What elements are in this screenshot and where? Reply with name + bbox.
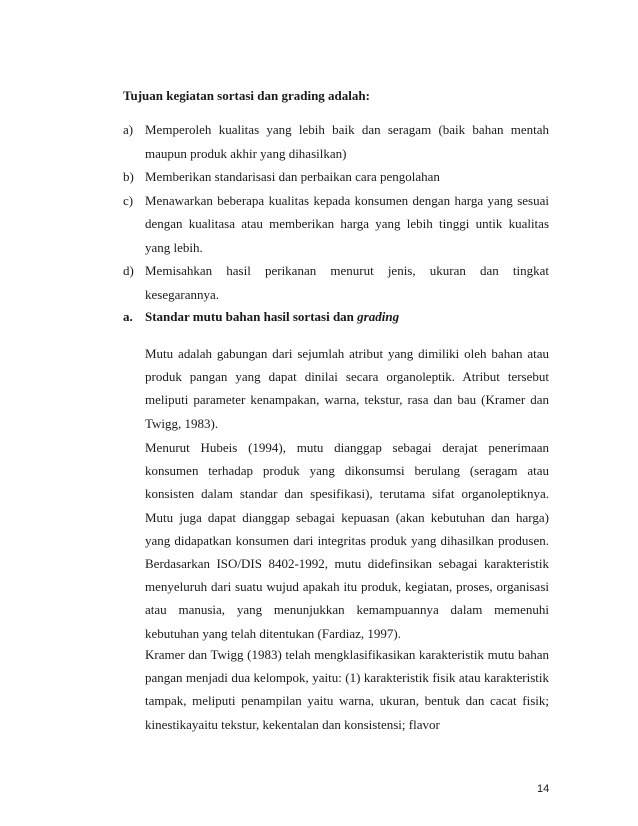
list-item [123, 118, 549, 165]
body-paragraph: Menurut Hubeis (1994), mutu dianggap sebagai derajat penerimaan konsumen terhadap produk yang dikonsumsi berulang (seragam atau konsisten dalam standar dan spesifikasi), terutama sifat organoleptiknya. Mutu juga dapat dianggap sebagai kepuasan (akan kebutuhan dan harga) yang didapatkan konsumen dari integritas produk yang dihasilkan produsen. Berdasarkan ISO/DIS 8402-1992, mutu didefinsikan sebagai karakteristik menyeluruh dari suatu wujud apakah itu produk, kegiatan, proses, organisasi atau manusia, yang menunjukkan kemampuannya dalam memenuhi kebutuhan yang telah ditentukan (Fardiaz, 1997). [145, 440, 549, 641]
list-marker: a) [123, 122, 134, 137]
list-item [123, 259, 549, 306]
list-marker: d) [123, 263, 134, 278]
list-item-text: Memberikan standarisasi dan perbaikan cara pengolahan [145, 169, 440, 184]
section-number: a. [123, 309, 133, 324]
section-title: Standar mutu bahan hasil sortasi dan [145, 309, 358, 324]
body-paragraph: Mutu adalah gabungan dari sejumlah atribut yang dimiliki oleh bahan atau produk pangan yang dapat dinilai secara organoleptik. Atribut tersebut meliputi parameter kenampakan, warna, tekstur, rasa dan bau (Kramer dan Twigg, 1983). [145, 346, 549, 431]
list-item-text: Memisahkan hasil perikanan menurut jenis, ukuran dan tingkat kesegarannya. [145, 263, 549, 302]
body-paragraph: Kramer dan Twigg (1983) telah mengklasifikasikan karakteristik mutu bahan pangan menjadi dua kelompok, yaitu: (1) karakteristik fisik atau karakteristik tampak, meliputi penampilan yaitu warna, ukuran, bentuk dan cacat fisik; kinestikayaitu tekstur, kekentalan dan konsistensi; flavor [145, 647, 549, 732]
section-heading [123, 309, 399, 325]
list-item-text: Memperoleh kualitas yang lebih baik dan seragam (baik bahan mentah maupun produk akhir yang dihasilkan) [145, 122, 549, 161]
list-item [123, 189, 549, 260]
page-number: 14 [537, 783, 550, 795]
list-marker: c) [123, 192, 134, 208]
list-heading: Tujuan kegiatan sortasi dan grading adalah: [123, 88, 370, 103]
list-item-text: Menawarkan beberapa kualitas kepada konsumen dengan harga yang sesuai dengan kualitasa atau memberikan harga yang lebih tinggi untik kualitas yang lebih. [145, 192, 549, 255]
list-marker: b) [123, 169, 134, 184]
list-item [123, 165, 549, 189]
objectives-list [123, 118, 549, 306]
section-title-italic: grading [357, 309, 400, 324]
